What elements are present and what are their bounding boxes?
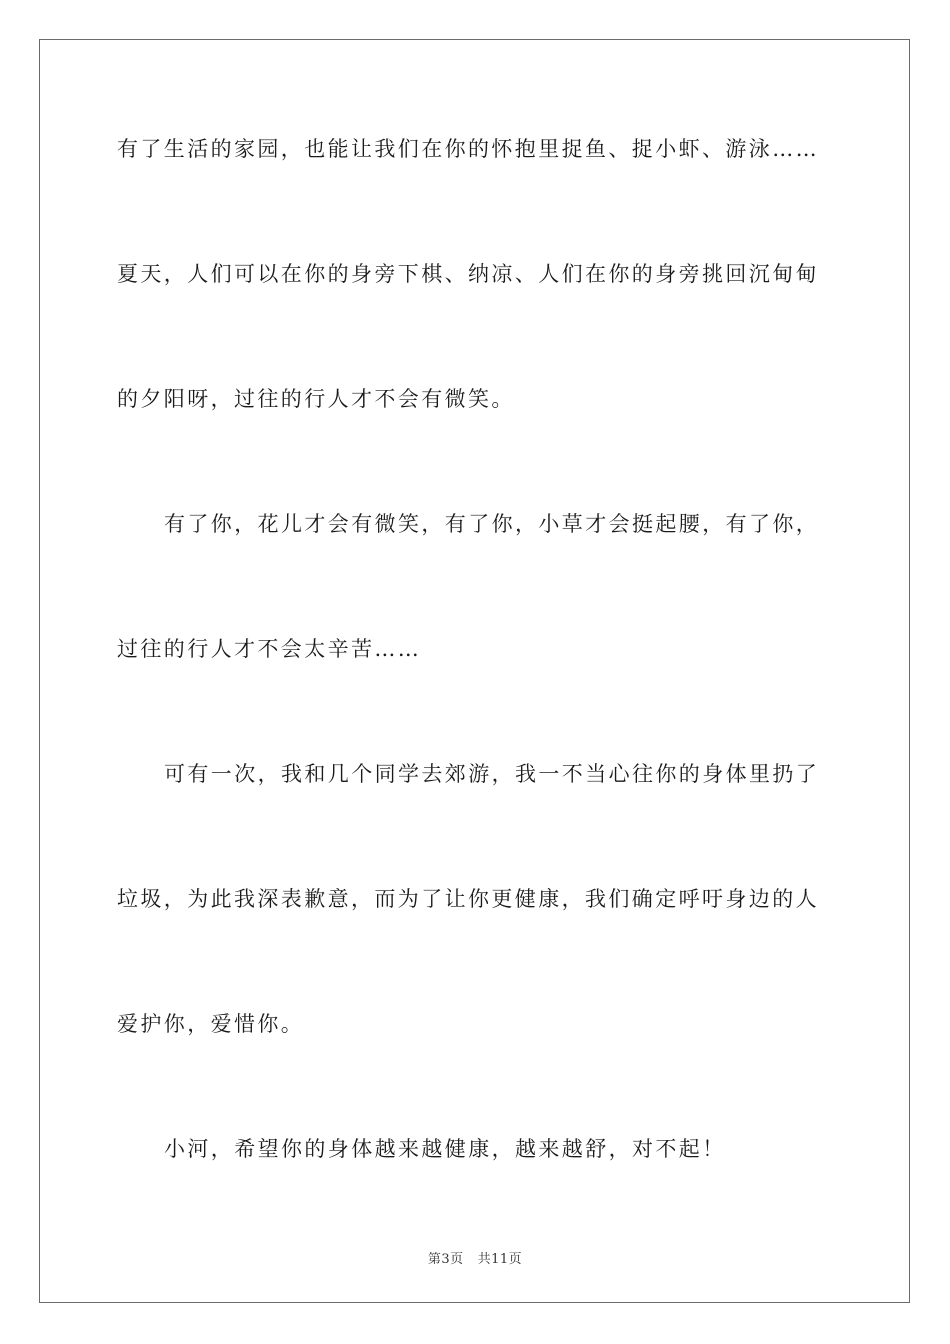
page-frame: [39, 39, 910, 1303]
text-line: 爱护你，爱惜你。: [117, 1012, 305, 1036]
text-line: 小河，希望你的身体越来越健康，越来越舒，对不起！: [164, 1137, 726, 1161]
text-line: 的夕阳呀，过往的行人才不会有微笑。: [117, 387, 515, 411]
page-total: 共11页: [477, 1252, 523, 1267]
text-line: 过往的行人才不会太辛苦……: [117, 637, 422, 661]
text-line: 夏天，人们可以在你的身旁下棋、纳凉、人们在你的身旁挑回沉甸甸: [117, 262, 819, 286]
text-line: 垃圾，为此我深表歉意，而为了让你更健康，我们确定呼吁身边的人: [117, 887, 819, 911]
text-line: 有了生活的家园，也能让我们在你的怀抱里捉鱼、捉小虾、游泳……: [117, 137, 819, 161]
text-line: 可有一次，我和几个同学去郊游，我一不当心往你的身体里扔了: [164, 762, 820, 786]
page-number: 第3页: [427, 1252, 464, 1267]
page-footer: [0, 1248, 950, 1267]
text-line: 有了你，花儿才会有微笑，有了你，小草才会挺起腰，有了你，: [164, 512, 820, 536]
